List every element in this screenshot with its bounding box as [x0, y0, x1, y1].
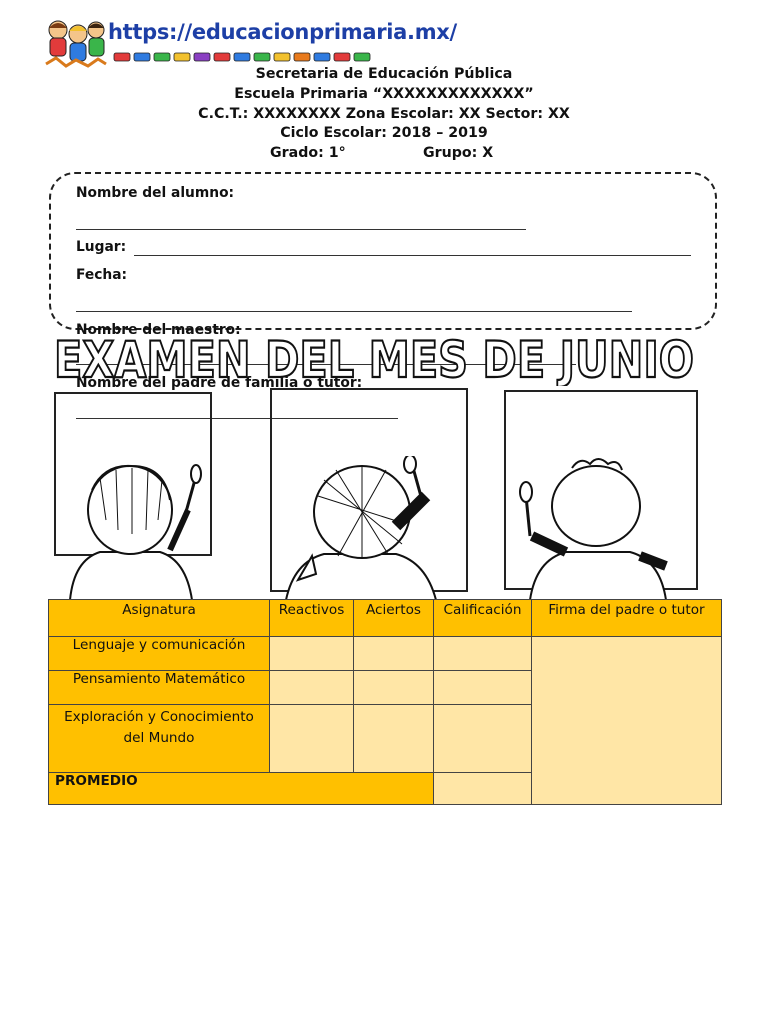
- subject-exploracion: Exploración y Conocimiento del Mundo: [49, 705, 270, 773]
- cell-reactivos[interactable]: [270, 705, 354, 773]
- cell-reactivos[interactable]: [270, 671, 354, 705]
- student-name-line[interactable]: [76, 229, 526, 230]
- subject-matematico: Pensamiento Matemático: [49, 671, 270, 705]
- header-grupo: Grupo: X: [423, 145, 494, 161]
- grades-table: [48, 599, 722, 805]
- subject-lenguaje: Lenguaje y comunicación: [49, 637, 270, 671]
- place-label: Lugar:: [76, 239, 127, 255]
- cell-aciertos[interactable]: [354, 671, 434, 705]
- header-sep: Secretaria de Educación Pública: [255, 66, 513, 82]
- cell-aciertos[interactable]: [354, 705, 434, 773]
- cell-calificacion[interactable]: [434, 705, 532, 773]
- header-cct: C.C.T.: XXXXXXXX Zona Escolar: XX Sector: XX: [198, 106, 570, 122]
- promedio-value-cell[interactable]: [434, 773, 532, 805]
- header-school: Escuela Primaria “XXXXXXXXXXXXX”: [234, 86, 534, 102]
- teacher-name-label: Nombre del maestro:: [76, 322, 241, 338]
- cell-aciertos[interactable]: [354, 637, 434, 671]
- pencil-border-icon: [112, 50, 382, 64]
- place-line[interactable]: [134, 255, 691, 256]
- student-name-label: Nombre del alumno:: [76, 185, 235, 201]
- col-header-subject: Asignatura: [49, 600, 270, 637]
- exam-title-text: EXAMEN DEL MES DE JUNIO: [54, 331, 694, 386]
- col-header-aciertos: Aciertos: [354, 600, 434, 637]
- header-cycle: Ciclo Escolar: 2018 – 2019: [280, 125, 488, 141]
- exam-title: [50, 330, 698, 386]
- cell-calificacion[interactable]: [434, 637, 532, 671]
- col-header-firma: Firma del padre o tutor: [532, 600, 722, 637]
- promedio-label: PROMEDIO: [49, 773, 434, 805]
- site-url: https://educacionprimaria.mx/: [108, 20, 457, 44]
- children-logo-icon: [44, 16, 108, 70]
- child-painting-icon: [276, 456, 456, 600]
- parent-name-label: Nombre del padre de familia o tutor:: [76, 375, 363, 391]
- child-painting-icon: [510, 456, 690, 600]
- signature-cell[interactable]: [532, 637, 722, 805]
- header-grado: Grado: 1°: [270, 145, 346, 161]
- child-painting-icon: [60, 460, 210, 600]
- date-line[interactable]: [76, 311, 632, 312]
- cell-calificacion[interactable]: [434, 671, 532, 705]
- date-label: Fecha:: [76, 267, 128, 283]
- col-header-reactivos: Reactivos: [270, 600, 354, 637]
- cell-reactivos[interactable]: [270, 637, 354, 671]
- col-header-calificacion: Calificación: [434, 600, 532, 637]
